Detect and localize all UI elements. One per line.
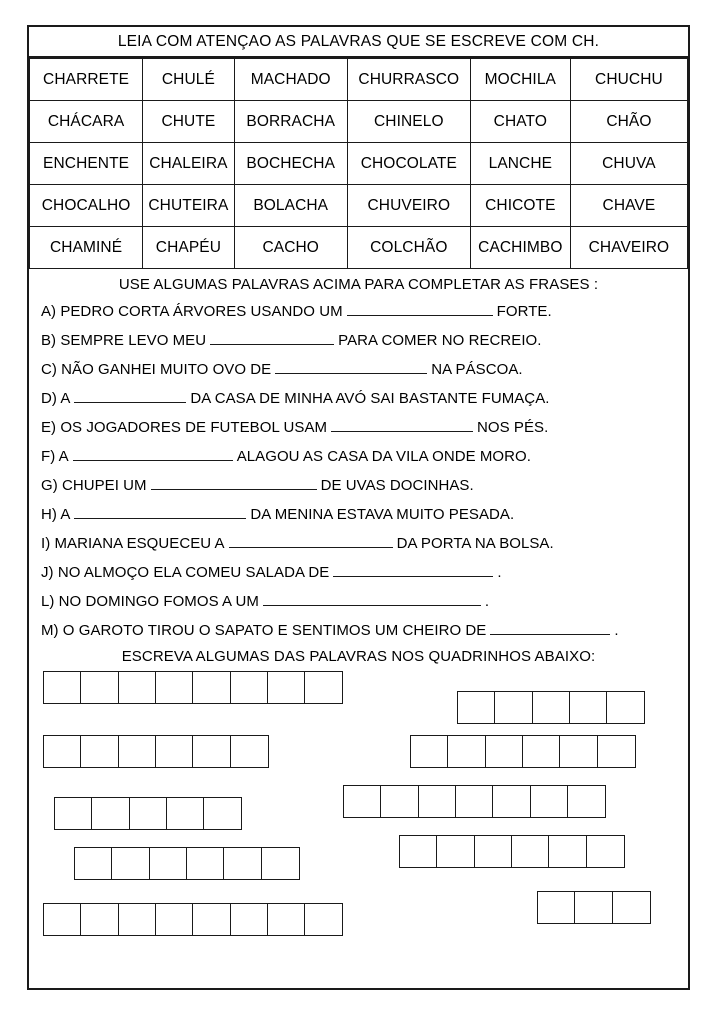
answer-box-strip <box>43 903 342 936</box>
sentence-label: C) <box>41 361 57 378</box>
answer-box-cell[interactable] <box>530 785 569 818</box>
boxes-area <box>29 667 688 967</box>
answer-box-cell[interactable] <box>223 847 262 880</box>
word-bank-cell: BOLACHA <box>234 185 347 227</box>
sentence-item <box>41 384 688 413</box>
answer-box-cell[interactable] <box>118 903 157 936</box>
answer-box-cell[interactable] <box>186 847 225 880</box>
answer-box-cell[interactable] <box>304 903 343 936</box>
answer-box-cell[interactable] <box>537 891 576 924</box>
sentence-item <box>41 616 688 645</box>
sentence-item <box>41 558 688 587</box>
answer-box-cell[interactable] <box>267 903 306 936</box>
answer-box-cell[interactable] <box>380 785 419 818</box>
sentence-item <box>41 587 688 616</box>
word-bank-row <box>30 101 688 143</box>
sentence-label: E) <box>41 419 57 436</box>
boxes-instruction: ESCREVA ALGUMAS DAS PALAVRAS NOS QUADRINHOS ABAIXO: <box>121 648 596 665</box>
answer-blank[interactable] <box>490 621 610 635</box>
word-bank-cell: CHARRETE <box>30 59 143 101</box>
word-bank-cell: CHURRASCO <box>347 59 470 101</box>
sentence-item <box>41 529 688 558</box>
sentence-item <box>41 413 688 442</box>
answer-box-cell[interactable] <box>192 903 231 936</box>
answer-box-strip <box>537 891 649 924</box>
sentence-list <box>29 297 688 645</box>
answer-blank[interactable] <box>210 331 334 345</box>
sentence-text-before: OS JOGADORES DE FUTEBOL USAM <box>56 419 328 436</box>
answer-box-cell[interactable] <box>418 785 457 818</box>
word-bank-cell: CHUTE <box>143 101 234 143</box>
sentence-label: H) <box>41 506 57 523</box>
answer-box-cell[interactable] <box>559 735 598 768</box>
answer-blank[interactable] <box>151 476 317 490</box>
answer-box-strip <box>43 671 342 704</box>
sentence-text-after: DA MENINA ESTAVA MUITO PESADA. <box>250 506 515 523</box>
word-bank-cell: CHOCALHO <box>30 185 143 227</box>
word-bank-row <box>30 59 688 101</box>
sentence-text-after: NA PÁSCOA. <box>431 361 523 378</box>
answer-blank[interactable] <box>74 505 246 519</box>
word-bank-cell: CHAVE <box>570 185 687 227</box>
answer-box-cell[interactable] <box>267 671 306 704</box>
sentence-text-after: NOS PÉS. <box>477 419 549 436</box>
word-bank-cell: CHINELO <box>347 101 470 143</box>
sentence-text-before: CHUPEI UM <box>57 477 147 494</box>
word-bank-cell: CHUVEIRO <box>347 185 470 227</box>
word-bank-table <box>29 58 688 269</box>
sentence-label: F) <box>41 448 56 465</box>
answer-box-cell[interactable] <box>455 785 494 818</box>
answer-box-cell[interactable] <box>43 735 82 768</box>
sentence-text-after: DA PORTA NA BOLSA. <box>396 535 554 552</box>
sentence-item <box>41 471 688 500</box>
sentence-label: L) <box>41 593 55 610</box>
word-bank-cell: LANCHE <box>470 143 570 185</box>
sentence-text-before: A <box>55 448 69 465</box>
sentence-text-before: NO ALMOÇO ELA COMEU SALADA DE <box>53 564 330 581</box>
answer-box-cell[interactable] <box>522 735 561 768</box>
answer-box-cell[interactable] <box>606 691 645 724</box>
word-bank-cell: CHÃO <box>570 101 687 143</box>
answer-box-cell[interactable] <box>54 797 93 830</box>
sentence-text-after: DE UVAS DOCINHAS. <box>320 477 474 494</box>
sentence-label: G) <box>41 477 58 494</box>
sentence-item <box>41 442 688 471</box>
answer-box-cell[interactable] <box>155 735 194 768</box>
answer-box-cell[interactable] <box>494 691 533 724</box>
sentence-text-after: ALAGOU AS CASA DA VILA ONDE MORO. <box>236 448 531 465</box>
word-bank-cell: CHÁCARA <box>30 101 143 143</box>
word-bank-cell: CHUVA <box>570 143 687 185</box>
word-bank-cell: CHULÉ <box>143 59 234 101</box>
answer-box-cell[interactable] <box>149 847 188 880</box>
answer-box-cell[interactable] <box>548 835 587 868</box>
word-bank-cell: MACHADO <box>234 59 347 101</box>
answer-box-cell[interactable] <box>43 671 82 704</box>
sentence-text-after: . <box>614 622 619 639</box>
answer-box-cell[interactable] <box>492 785 531 818</box>
answer-box-cell[interactable] <box>74 847 113 880</box>
word-bank-row <box>30 143 688 185</box>
word-bank-cell: CHAVEIRO <box>570 227 687 269</box>
sentence-label: M) <box>41 622 59 639</box>
answer-box-cell[interactable] <box>436 835 475 868</box>
answer-box-cell[interactable] <box>80 671 119 704</box>
sentence-text-before: NÃO GANHEI MUITO OVO DE <box>56 361 272 378</box>
answer-blank[interactable] <box>331 418 473 432</box>
sentence-text-before: PEDRO CORTA ÁRVORES USANDO UM <box>56 303 343 320</box>
word-bank-row <box>30 227 688 269</box>
word-bank-cell: CHUCHU <box>570 59 687 101</box>
answer-box-cell[interactable] <box>91 797 130 830</box>
word-bank-cell: CHATO <box>470 101 570 143</box>
answer-box-cell[interactable] <box>80 903 119 936</box>
answer-box-strip <box>410 735 634 768</box>
sentence-text-after: FORTE. <box>496 303 552 320</box>
answer-box-cell[interactable] <box>166 797 205 830</box>
answer-box-cell[interactable] <box>304 671 343 704</box>
sentence-text-before: A <box>56 506 71 523</box>
word-bank-body <box>30 59 688 269</box>
answer-box-cell[interactable] <box>230 903 269 936</box>
word-bank-cell: CHOCOLATE <box>347 143 470 185</box>
sentence-text-before: MARIANA ESQUECEU A <box>50 535 225 552</box>
answer-box-cell[interactable] <box>43 903 82 936</box>
sentence-text-after: PARA COMER NO RECREIO. <box>338 332 542 349</box>
answer-box-cell[interactable] <box>597 735 636 768</box>
answer-box-cell[interactable] <box>511 835 550 868</box>
answer-box-cell[interactable] <box>192 735 231 768</box>
answer-box-cell[interactable] <box>118 735 157 768</box>
answer-box-cell[interactable] <box>399 835 438 868</box>
answer-box-cell[interactable] <box>155 903 194 936</box>
sentence-item <box>41 355 688 384</box>
answer-box-cell[interactable] <box>410 735 449 768</box>
word-bank-cell: BOCHECHA <box>234 143 347 185</box>
word-bank-cell: CACHIMBO <box>470 227 570 269</box>
sentence-text-before: NO DOMINGO FOMOS A UM <box>54 593 259 610</box>
answer-box-cell[interactable] <box>118 671 157 704</box>
sentence-label: B) <box>41 332 57 349</box>
sentence-label: J) <box>41 564 54 581</box>
sentence-text-before: SEMPRE LEVO MEU <box>56 332 207 349</box>
worksheet-page <box>27 25 690 990</box>
word-bank-cell: CHAPÉU <box>143 227 234 269</box>
answer-box-cell[interactable] <box>569 691 608 724</box>
sentence-item <box>41 297 688 326</box>
word-bank-cell: CHUTEIRA <box>143 185 234 227</box>
answer-box-strip <box>54 797 241 830</box>
answer-box-cell[interactable] <box>111 847 150 880</box>
sentence-text-before: O GAROTO TIROU O SAPATO E SENTIMOS UM CHEIRO DE <box>58 622 487 639</box>
answer-box-cell[interactable] <box>80 735 119 768</box>
answer-blank[interactable] <box>73 447 233 461</box>
word-bank-cell: COLCHÃO <box>347 227 470 269</box>
word-bank-cell: BORRACHA <box>234 101 347 143</box>
word-bank-cell: CHAMINÉ <box>30 227 143 269</box>
answer-box-cell[interactable] <box>155 671 194 704</box>
answer-box-cell[interactable] <box>261 847 300 880</box>
answer-box-strip <box>43 735 267 768</box>
answer-box-cell[interactable] <box>447 735 486 768</box>
answer-box-strip <box>74 847 298 880</box>
page-title: LEIA COM ATENÇAO AS PALAVRAS QUE SE ESCREVE COM CH. <box>117 32 600 50</box>
answer-box-cell[interactable] <box>586 835 625 868</box>
sentence-text-after: . <box>497 564 502 581</box>
answer-box-cell[interactable] <box>485 735 524 768</box>
answer-blank[interactable] <box>74 389 186 403</box>
answer-box-cell[interactable] <box>343 785 382 818</box>
word-bank-cell: CACHO <box>234 227 347 269</box>
word-bank-cell: MOCHILA <box>470 59 570 101</box>
answer-blank[interactable] <box>333 563 493 577</box>
word-bank-cell: CHICOTE <box>470 185 570 227</box>
word-bank-cell: ENCHENTE <box>30 143 143 185</box>
sentence-label: I) <box>41 535 51 552</box>
answer-box-cell[interactable] <box>129 797 168 830</box>
answer-box-cell[interactable] <box>612 891 651 924</box>
sentence-item <box>41 500 688 529</box>
answer-box-cell[interactable] <box>203 797 242 830</box>
answer-box-cell[interactable] <box>574 891 613 924</box>
answer-box-cell[interactable] <box>474 835 513 868</box>
word-bank-row <box>30 185 688 227</box>
answer-box-strip <box>457 691 644 724</box>
word-bank-cell: CHALEIRA <box>143 143 234 185</box>
worksheet-title-bar <box>29 27 688 58</box>
answer-blank[interactable] <box>347 302 493 316</box>
sentence-item <box>41 326 688 355</box>
answer-box-cell[interactable] <box>532 691 571 724</box>
answer-box-cell[interactable] <box>457 691 496 724</box>
answer-box-strip <box>399 835 623 868</box>
sentence-text-after: DA CASA DE MINHA AVÓ SAI BASTANTE FUMAÇA. <box>190 390 550 407</box>
sentence-label: A) <box>41 303 57 320</box>
answer-box-cell[interactable] <box>567 785 606 818</box>
sentence-text-before: A <box>56 390 71 407</box>
answer-blank[interactable] <box>263 592 481 606</box>
answer-box-cell[interactable] <box>192 671 231 704</box>
answer-box-cell[interactable] <box>230 735 269 768</box>
sentence-text-after: . <box>484 593 490 610</box>
answer-box-strip <box>343 785 604 818</box>
sentences-instruction: USE ALGUMAS PALAVRAS ACIMA PARA COMPLETAR AS FRASES : <box>118 276 599 293</box>
answer-blank[interactable] <box>275 360 427 374</box>
answer-box-cell[interactable] <box>230 671 269 704</box>
answer-blank[interactable] <box>229 534 393 548</box>
sentence-label: D) <box>41 390 57 407</box>
